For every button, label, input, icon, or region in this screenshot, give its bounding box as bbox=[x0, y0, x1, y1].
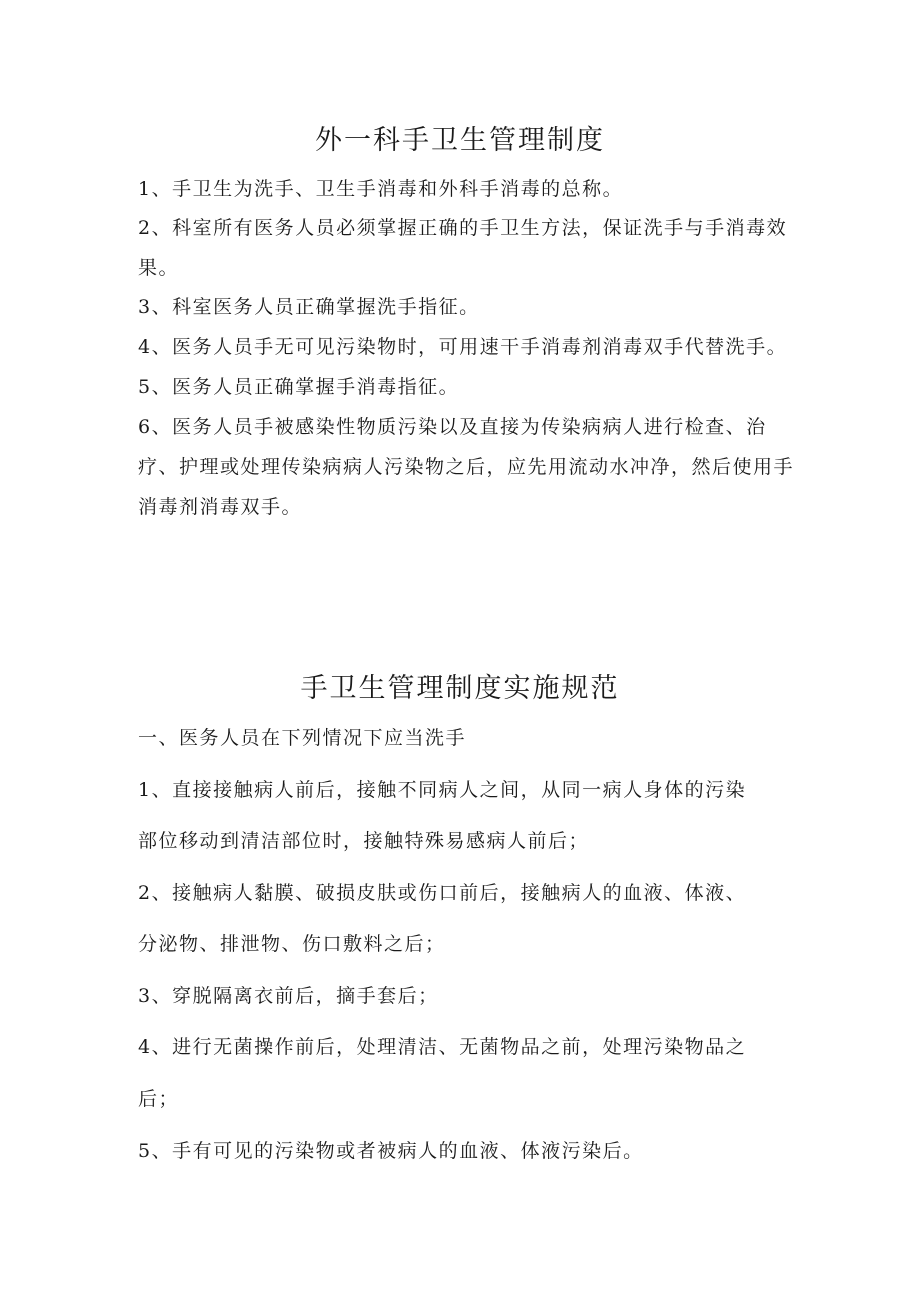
section2-line: 部位移动到清洁部位时，接触特殊易感病人前后； bbox=[138, 830, 590, 852]
section1-line: 4、医务人员手无可见污染物时，可用速干手消毒剂消毒双手代替洗手。 bbox=[138, 336, 788, 358]
section2-line: 5、手有可见的污染物或者被病人的血液、体液污染后。 bbox=[138, 1140, 644, 1162]
section2-line: 4、进行无菌操作前后，处理清洁、无菌物品之前，处理污染物品之 bbox=[138, 1036, 747, 1058]
section2-title: 手卫生管理制度实施规范 bbox=[300, 673, 620, 704]
section1-title: 外一科手卫生管理制度 bbox=[315, 125, 605, 156]
section1-line: 消毒剂消毒双手。 bbox=[138, 496, 303, 518]
section2-line: 一、医务人员在下列情况下应当洗手 bbox=[138, 727, 467, 749]
section2-line: 1、直接接触病人前后，接触不同病人之间，从同一病人身体的污染 bbox=[138, 779, 747, 801]
section2-line: 分泌物、排泄物、伤口敷料之后； bbox=[138, 933, 446, 955]
section1-line: 6、医务人员手被感染性物质污染以及直接为传染病病人进行检查、治 bbox=[138, 416, 767, 438]
section1-line: 3、科室医务人员正确掌握洗手指征。 bbox=[138, 296, 480, 318]
section2-line: 3、穿脱隔离衣前后，摘手套后； bbox=[138, 985, 439, 1007]
section1-line: 疗、护理或处理传染病病人污染物之后，应先用流动水冲净，然后使用手 bbox=[138, 456, 795, 478]
section2-line: 后； bbox=[138, 1088, 180, 1110]
section1-line: 5、医务人员正确掌握手消毒指征。 bbox=[138, 376, 460, 398]
section1-line: 2、科室所有医务人员必须掌握正确的手卫生方法，保证洗手与手消毒效 bbox=[138, 217, 788, 239]
section1-line: 果。 bbox=[138, 257, 180, 279]
section2-line: 2、接触病人黏膜、破损皮肤或伤口前后，接触病人的血液、体液、 bbox=[138, 882, 747, 904]
section1-line: 1、手卫生为洗手、卫生手消毒和外科手消毒的总称。 bbox=[138, 178, 624, 200]
